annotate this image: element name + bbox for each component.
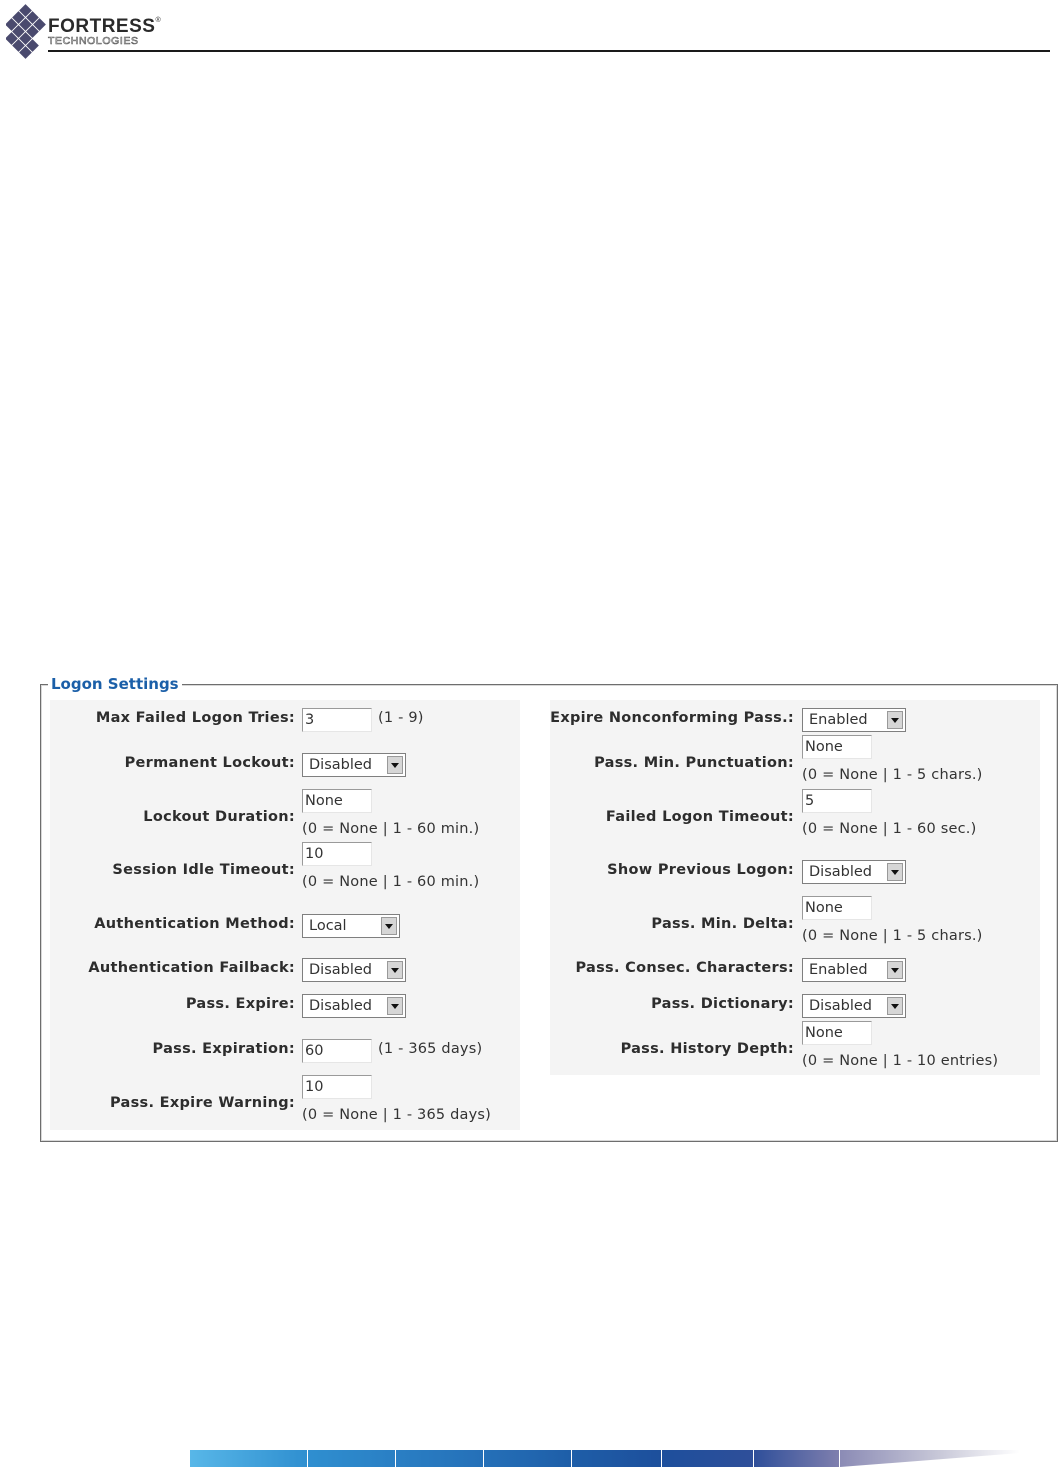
failed-logon-timeout-label: Failed Logon Timeout: (605, 809, 794, 825)
authentication-method-select-value: Local (309, 918, 347, 934)
panel-title: Logon Settings (48, 675, 182, 693)
max-failed-logon-tries-label: Max Failed Logon Tries: (95, 710, 295, 726)
failed-logon-timeout-hint: (0 = None | 1 - 60 sec.) (802, 821, 977, 837)
pass-dictionary-select-value: Disabled (809, 998, 872, 1014)
fortress-logo-icon (6, 4, 46, 60)
session-idle-timeout-label: Session Idle Timeout: (112, 862, 295, 878)
max-failed-logon-tries-hint: (1 - 9) (378, 710, 424, 726)
show-previous-logon-select-value: Disabled (809, 864, 872, 880)
pass-consec-characters-select[interactable] (802, 958, 906, 982)
pass-min-delta-input[interactable]: None (802, 896, 872, 920)
authentication-failback-select-value: Disabled (309, 962, 372, 978)
lockout-duration-hint: (0 = None | 1 - 60 min.) (302, 821, 480, 837)
pass-min-delta-hint: (0 = None | 1 - 5 chars.) (802, 928, 983, 944)
pass-expire-warning-input[interactable]: 10 (302, 1075, 372, 1099)
pass-consec-characters-label: Pass. Consec. Characters: (575, 960, 794, 976)
failed-logon-timeout-input[interactable]: 5 (802, 789, 872, 813)
pass-min-punctuation-label: Pass. Min. Punctuation: (594, 755, 794, 771)
permanent-lockout-select[interactable] (302, 753, 406, 777)
pass-min-punctuation-input[interactable]: None (802, 735, 872, 759)
lockout-duration-label: Lockout Duration: (143, 809, 295, 825)
expire-nonconforming-pass-label: Expire Nonconforming Pass.: (550, 710, 794, 726)
pass-dictionary-select[interactable] (802, 994, 906, 1018)
chevron-down-icon[interactable] (387, 997, 403, 1015)
pass-expire-warning-label: Pass. Expire Warning: (110, 1095, 295, 1111)
show-previous-logon-select[interactable] (802, 860, 906, 884)
brand-subtitle: TECHNOLOGIES (48, 35, 139, 47)
pass-expire-label: Pass. Expire: (185, 996, 295, 1012)
pass-expiration-input[interactable]: 60 (302, 1039, 372, 1063)
expire-nonconforming-pass-select[interactable] (802, 708, 906, 732)
authentication-method-label: Authentication Method: (94, 916, 295, 932)
session-idle-timeout-hint: (0 = None | 1 - 60 min.) (302, 874, 480, 890)
max-failed-logon-tries-input[interactable]: 3 (302, 708, 372, 732)
chevron-down-icon[interactable] (381, 917, 397, 935)
pass-min-delta-label: Pass. Min. Delta: (651, 916, 794, 932)
pass-history-depth-label: Pass. History Depth: (620, 1041, 794, 1057)
pass-expiration-hint: (1 - 365 days) (378, 1041, 483, 1057)
header-rule (48, 50, 1050, 52)
authentication-failback-label: Authentication Failback: (88, 960, 295, 976)
chevron-down-icon[interactable] (387, 961, 403, 979)
pass-dictionary-label: Pass. Dictionary: (651, 996, 794, 1012)
chevron-down-icon[interactable] (387, 756, 403, 774)
pass-history-depth-hint: (0 = None | 1 - 10 entries) (802, 1053, 999, 1069)
authentication-failback-select[interactable] (302, 958, 406, 982)
pass-expire-select[interactable] (302, 994, 406, 1018)
chevron-down-icon[interactable] (887, 711, 903, 729)
pass-expire-select-value: Disabled (309, 998, 372, 1014)
chevron-down-icon[interactable] (887, 997, 903, 1015)
chevron-down-icon[interactable] (887, 863, 903, 881)
authentication-method-select[interactable] (302, 914, 400, 938)
session-idle-timeout-input[interactable]: 10 (302, 842, 372, 866)
footer-color-bar (190, 1450, 1020, 1467)
expire-nonconforming-pass-select-value: Enabled (809, 712, 868, 728)
lockout-duration-input[interactable]: None (302, 789, 372, 813)
pass-expire-warning-hint: (0 = None | 1 - 365 days) (302, 1107, 492, 1123)
pass-expiration-label: Pass. Expiration: (152, 1041, 295, 1057)
pass-consec-characters-select-value: Enabled (809, 962, 868, 978)
brand-name: FORTRESS® (48, 16, 162, 37)
pass-min-punctuation-hint: (0 = None | 1 - 5 chars.) (802, 767, 983, 783)
chevron-down-icon[interactable] (887, 961, 903, 979)
pass-history-depth-input[interactable]: None (802, 1021, 872, 1045)
permanent-lockout-select-value: Disabled (309, 757, 372, 773)
show-previous-logon-label: Show Previous Logon: (607, 862, 794, 878)
permanent-lockout-label: Permanent Lockout: (124, 755, 295, 771)
